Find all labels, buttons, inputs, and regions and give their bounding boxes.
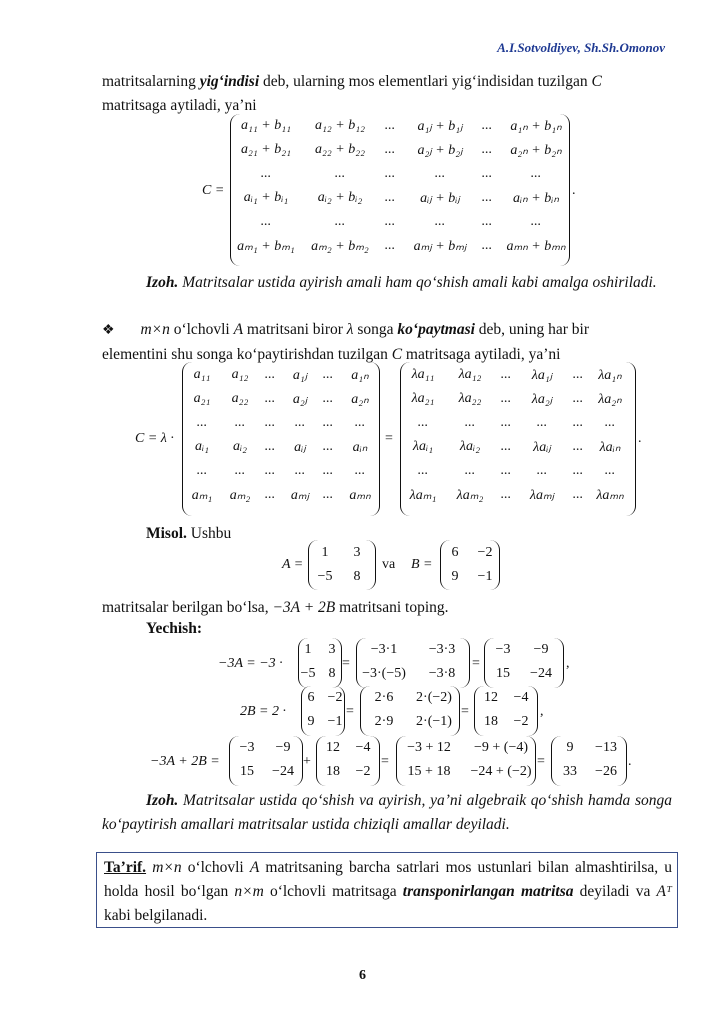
def-text-1: o‘lchovli (181, 859, 250, 876)
sum-cell: ... (481, 142, 493, 157)
scalar-cell: λaₘ₂ (456, 488, 484, 503)
matrix-cell: 6 (307, 690, 315, 705)
scalar-cell: λaₘₙ (596, 488, 624, 503)
va-word: va (382, 557, 396, 572)
scalar-cell: ... (264, 463, 276, 478)
scalar-end: . (638, 431, 642, 446)
scalar-cell: ... (572, 487, 584, 502)
matrix-cell: −5 (317, 569, 333, 584)
scalar-cell: ... (572, 463, 584, 478)
matrix-cell: −4 (513, 690, 529, 705)
scalar-cell: ... (417, 415, 429, 430)
intro-text: matritsalarning (102, 73, 200, 90)
sol2-end: , (540, 704, 544, 719)
scalar-cell: a₁ⱼ (292, 368, 308, 383)
scalar-cell: ... (536, 463, 548, 478)
scalar-cell: ... (264, 487, 276, 502)
sum-cell: ... (530, 166, 542, 181)
sol3-eq2: = (537, 754, 545, 769)
def-var-a: A (249, 859, 260, 876)
def-text-2: matritsaning barcha satrlari mos ustunlari bilan almashtirilsa, u holda hosil bo‘lgan (104, 859, 672, 900)
scalar-cell: ... (322, 415, 334, 430)
matrix-cell: −3·1 (370, 642, 398, 657)
scalar-cell: ... (500, 487, 512, 502)
scalar-cell: λaᵢⱼ (533, 440, 551, 455)
sol2-eq1: = (346, 704, 354, 719)
sum-cell: ... (260, 214, 272, 229)
scalar-cell: aₘ₂ (229, 488, 251, 503)
scalar-cell: ... (322, 463, 334, 478)
def-text-4: deyiladi va (573, 883, 657, 900)
scalar-line2b: matritsaga aytiladi, ya’ni (402, 346, 561, 363)
note2-text: Matritsalar ustida qo‘shish va ayirish, ya’ni algebraik qo‘shish hamda songa ko‘paytirish amallari matritsalar ustida chiziqli amallar deyiladi. (102, 792, 672, 833)
scalar-text-3: songa (353, 321, 398, 338)
scalar-cell: aᵢₙ (352, 440, 368, 455)
sol2-lhs: 2B = 2 · (240, 704, 286, 719)
sum-cell: ... (481, 118, 493, 133)
example-intro (102, 522, 672, 546)
scalar-cell: ... (264, 415, 276, 430)
matrix-cell: −26 (595, 764, 617, 779)
task-expression: −3A + 2B (272, 599, 336, 616)
scalar-cell: ... (234, 463, 246, 478)
matrix-cell: 15 + 18 (407, 764, 451, 779)
sum-cell: ... (384, 142, 396, 157)
scalar-cell: a₂₂ (231, 391, 249, 406)
scalar-eq: = (385, 431, 393, 446)
matrix-cell: −24 (530, 666, 552, 681)
term-sum: yig‘indisi (199, 73, 260, 90)
scalar-cell: ... (572, 391, 584, 406)
note1-label: Izoh. (146, 274, 179, 291)
scalar-line2a: elementini shu songa ko‘paytirishdan tuzilgan (102, 346, 392, 363)
note2 (102, 789, 672, 837)
scalar-cell: ... (322, 487, 334, 502)
sum-cell: aᵢⱼ + bᵢⱼ (420, 191, 460, 206)
note1 (102, 271, 672, 295)
matrix-cell: 9 (566, 740, 574, 755)
scalar-cell: ... (354, 415, 366, 430)
scalar-cell: ... (464, 415, 476, 430)
matrix-cell: −9 (533, 642, 549, 657)
scalar-cell: λa₂₁ (411, 391, 435, 406)
matrix-cell: −2 (327, 690, 343, 705)
scalar-text-2: matritsani biror (243, 321, 347, 338)
definition-label: Ta’rif. (104, 859, 147, 876)
term-product: ko‘paytmasi (397, 321, 475, 338)
scalar-cell: ... (500, 367, 512, 382)
matrix-cell: 2·(−1) (416, 714, 452, 729)
scalar-cell: ... (322, 439, 334, 454)
scalar-cell: a₂ₙ (351, 392, 369, 407)
sum-cell: aᵢ₁ + bᵢ₁ (243, 190, 289, 205)
intro-text-2: deb, ularning mos elementlari yig‘indisidan tuzilgan (259, 73, 592, 90)
sum-cell: ... (384, 214, 396, 229)
scalar-cell: λa₂ₙ (598, 392, 622, 407)
matrix-cell: −3 (495, 642, 511, 657)
sol1-eq2: = (472, 656, 480, 671)
page-number: 6 (359, 968, 366, 983)
def-dims-nm: n×m (234, 883, 264, 900)
running-header: A.I.Sotvoldiyev, Sh.Sh.Omonov (497, 40, 665, 55)
sum-cell: ... (434, 214, 446, 229)
matrix-cell: 9 (307, 714, 315, 729)
scalar-cell: λa₁ⱼ (531, 368, 553, 383)
sum-cell: ... (481, 190, 493, 205)
matrix-cell: −24 (272, 764, 294, 779)
sum-cell: a₂₁ + b₂₁ (241, 142, 291, 157)
scalar-cell: a₁ₙ (351, 368, 369, 383)
def-term: transponirlangan matritsa (402, 883, 574, 900)
matrix-cell: 3 (353, 545, 361, 560)
dims-mn: m×n (140, 321, 170, 338)
matrix-cell: −3·(−5) (362, 666, 406, 681)
scalar-text-1: o‘lchovli (169, 321, 234, 338)
matrix-cell: 8 (353, 569, 361, 584)
sum-cell: ... (384, 238, 396, 253)
scalar-cell: aₘₙ (349, 488, 371, 503)
var-c-2: C (391, 346, 403, 363)
note2-label: Izoh. (146, 792, 179, 809)
matrix-cell: 1 (304, 642, 312, 657)
scalar-cell: a₂ⱼ (292, 392, 308, 407)
matrix-cell: 33 (563, 764, 577, 779)
sol2-eq2: = (461, 704, 469, 719)
scalar-text-4: deb, uning har bir (474, 321, 589, 338)
scalar-cell: ... (500, 391, 512, 406)
scalar-cell: ... (500, 415, 512, 430)
sum-cell: ... (481, 238, 493, 253)
matrix-cell: −1 (477, 569, 493, 584)
sum-cell: a₂₂ + b₂₂ (315, 142, 365, 157)
scalar-cell: ... (322, 367, 334, 382)
matrix-cell: −9 (275, 740, 291, 755)
matrix-cell: 15 (240, 764, 254, 779)
sum-cell: aₘⱼ + bₘⱼ (413, 239, 467, 254)
definition-text (104, 856, 672, 928)
sum-cell: a₂ⱼ + b₂ⱼ (417, 143, 463, 158)
matrix-cell: 2·9 (374, 714, 394, 729)
matrix-cell: −4 (355, 740, 371, 755)
sum-cell: a₁ₙ + b₁ₙ (510, 119, 562, 134)
sol1-eq1: = (342, 656, 350, 671)
sum-cell: ... (481, 214, 493, 229)
var-lambda: λ (346, 321, 354, 338)
matrix-cell: 12 (326, 740, 340, 755)
matrix-cell: 9 (451, 569, 459, 584)
scalar-cell: ... (264, 367, 276, 382)
sum-cell: ... (334, 214, 346, 229)
matrix-cell: 6 (451, 545, 459, 560)
scalar-cell: aᵢⱼ (294, 440, 306, 455)
scalar-cell: ... (536, 415, 548, 430)
scalar-cell: λaₘⱼ (529, 488, 555, 503)
sum-cell: ... (481, 166, 493, 181)
scalar-cell: ... (464, 463, 476, 478)
task-text-b: matritsani toping. (335, 599, 449, 616)
scalar-lhs: C = λ · (135, 431, 174, 446)
example-label: Misol. (146, 525, 187, 542)
sum-cell: aᵢ₂ + bᵢ₂ (317, 190, 363, 205)
intro-paragraph (102, 70, 672, 118)
task-text-a: matritsalar berilgan bo‘lsa, (102, 599, 273, 616)
scalar-cell: λaₘ₁ (409, 488, 437, 503)
scalar-cell: ... (264, 439, 276, 454)
scalar-cell: ... (572, 367, 584, 382)
scalar-cell: ... (604, 463, 616, 478)
sol3-end: . (628, 754, 632, 769)
scalar-cell: ... (500, 439, 512, 454)
matrix-cell: −1 (327, 714, 343, 729)
sum-cell: aₘ₂ + bₘ₂ (311, 239, 369, 254)
sum-cell: ... (384, 118, 396, 133)
scalar-definition (102, 318, 672, 367)
scalar-cell: ... (572, 439, 584, 454)
def-var-at: Aᵀ (656, 883, 672, 900)
scalar-cell: λa₁₁ (411, 367, 435, 382)
matrix-cell: 2·(−2) (416, 690, 452, 705)
scalar-cell: ... (196, 463, 208, 478)
scalar-cell: ... (500, 463, 512, 478)
matrix-cell: 15 (496, 666, 510, 681)
scalar-cell: λa₁₂ (458, 367, 482, 382)
matrix-cell: −5 (300, 666, 316, 681)
sol3-eq1: = (381, 754, 389, 769)
example-text: Ushbu (186, 525, 232, 542)
scalar-cell: aₘⱼ (290, 488, 310, 503)
scalar-cell: aₘ₁ (191, 488, 213, 503)
scalar-cell: λaᵢ₁ (412, 439, 434, 454)
scalar-cell: a₁₁ (193, 367, 211, 382)
b-lhs: B = (411, 557, 433, 572)
matrix-cell: 12 (484, 690, 498, 705)
sum-cell: aᵢₙ + bᵢₙ (512, 191, 560, 206)
sum-cell: aₘ₁ + bₘ₁ (237, 239, 295, 254)
scalar-cell: ... (294, 415, 306, 430)
sol3-plus: + (303, 754, 311, 769)
sum-cell: ... (260, 166, 272, 181)
sum-cell: ... (530, 214, 542, 229)
solution-label: Yechish: (146, 620, 202, 637)
matrix-cell: 8 (328, 666, 336, 681)
var-c: C (591, 73, 602, 90)
scalar-cell: λa₁ₙ (598, 368, 622, 383)
scalar-cell: ... (604, 415, 616, 430)
def-dims-mn: m×n (152, 859, 182, 876)
scalar-cell: ... (264, 391, 276, 406)
scalar-cell: aᵢ₁ (194, 439, 210, 454)
var-a: A (233, 321, 244, 338)
matrix-cell: −3 + 12 (407, 740, 451, 755)
matrix-cell: −2 (355, 764, 371, 779)
scalar-cell: ... (294, 463, 306, 478)
scalar-cell: aᵢ₂ (232, 439, 248, 454)
matrix-cell: −9 + (−4) (473, 740, 528, 755)
matrix-cell: −13 (595, 740, 617, 755)
matrix-cell: 18 (484, 714, 498, 729)
def-text-3: o‘lchovli matritsaga (263, 883, 403, 900)
sum-cell: a₁₁ + b₁₁ (241, 118, 291, 133)
matrix-cell: −3 (239, 740, 255, 755)
sum-cell: ... (434, 166, 446, 181)
scalar-cell: a₁₂ (231, 367, 249, 382)
sum-cell: ... (334, 166, 346, 181)
scalar-cell: a₂₁ (193, 391, 211, 406)
matrix-cell: −24 + (−2) (470, 764, 532, 779)
matrix-cell: 2·6 (374, 690, 394, 705)
scalar-cell: ... (417, 463, 429, 478)
note1-text: Matritsalar ustida ayirish amali ham qo‘shish amali kabi amalga oshiriladi. (178, 274, 657, 291)
sol1-lhs: −3A = −3 · (218, 656, 283, 671)
matrix-cell: −3·8 (428, 666, 456, 681)
a-lhs: A = (282, 557, 304, 572)
sum-end: . (572, 183, 576, 198)
sum-lhs: C = (202, 183, 225, 198)
scalar-cell: λa₂₂ (458, 391, 482, 406)
scalar-cell: ... (322, 391, 334, 406)
matrix-cell: −3·3 (428, 642, 456, 657)
sum-cell: a₂ₙ + b₂ₙ (510, 143, 562, 158)
matrix-cell: 1 (321, 545, 329, 560)
sum-cell: a₁₂ + b₁₂ (315, 118, 365, 133)
diamond-bullet-icon: ❖ (102, 323, 115, 338)
scalar-cell: λaᵢₙ (599, 440, 621, 455)
sum-cell: a₁ⱼ + b₁ⱼ (417, 119, 463, 134)
scalar-cell: ... (234, 415, 246, 430)
sum-cell: aₘₙ + bₘₙ (506, 239, 566, 254)
matrix-cell: 3 (328, 642, 336, 657)
sum-cell: ... (384, 190, 396, 205)
sol3-lhs: −3A + 2B = (150, 754, 220, 769)
def-text-5: kabi belgilanadi. (104, 907, 208, 924)
scalar-cell: λaᵢ₂ (459, 439, 481, 454)
matrix-cell: −2 (513, 714, 529, 729)
sum-cell: ... (384, 166, 396, 181)
scalar-cell: λa₂ⱼ (531, 392, 553, 407)
scalar-cell: ... (196, 415, 208, 430)
intro-line2: matritsaga aytiladi, ya’ni (102, 97, 257, 114)
matrix-cell: −2 (477, 545, 493, 560)
sol1-end: , (566, 656, 570, 671)
scalar-cell: ... (354, 463, 366, 478)
matrix-cell: 18 (326, 764, 340, 779)
scalar-cell: ... (572, 415, 584, 430)
